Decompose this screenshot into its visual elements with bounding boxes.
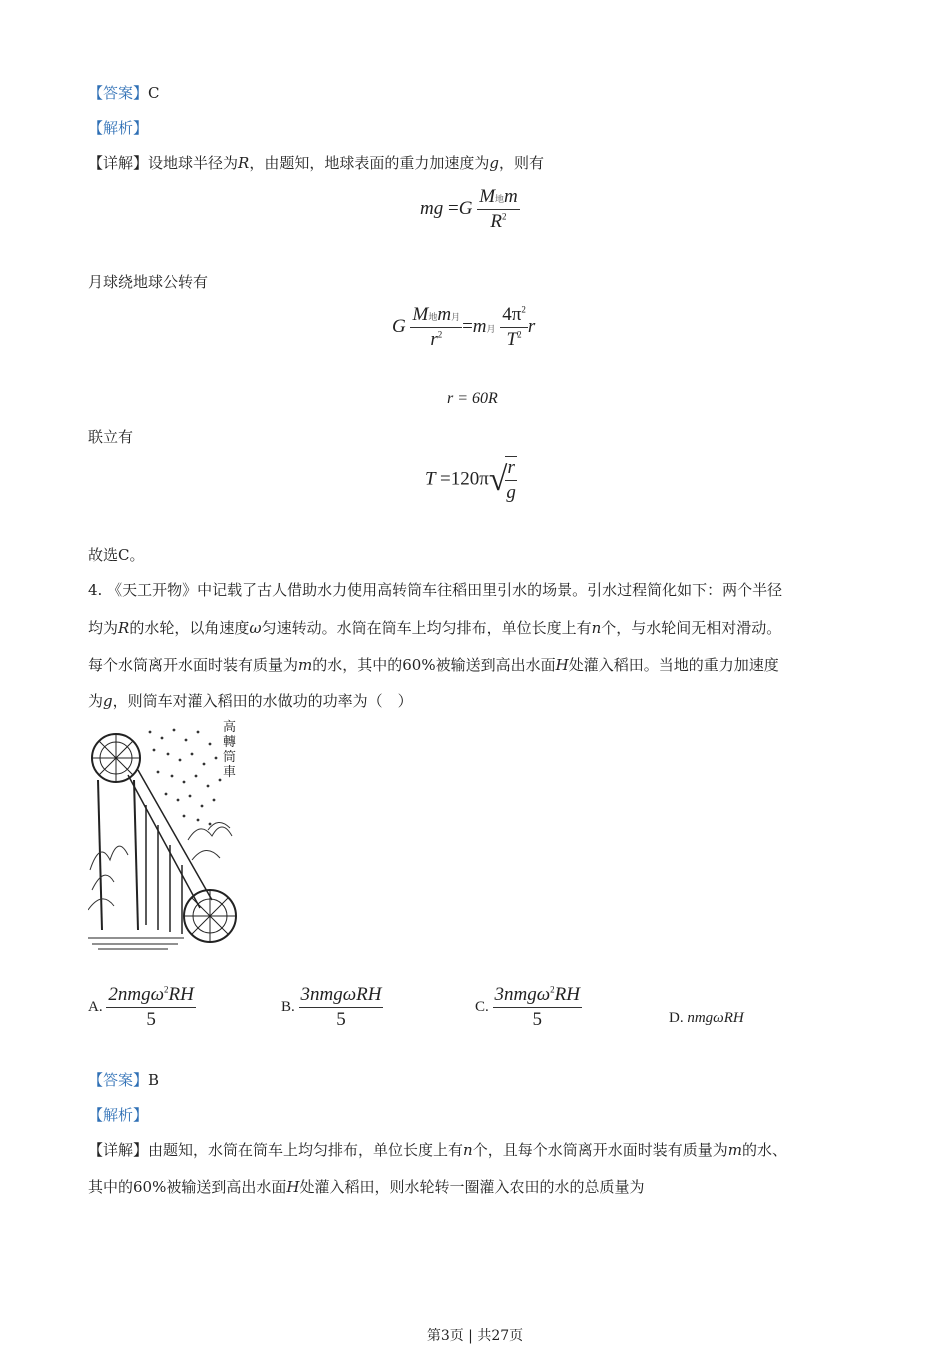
answer-line-1	[88, 82, 160, 103]
eq-sup: 2	[521, 304, 526, 315]
equation-period	[425, 456, 517, 504]
eq-sup: 2	[437, 329, 443, 340]
detail-text: 由题知，水筒在筒车上均匀排布，单位长度上有	[148, 1141, 464, 1159]
detail-text: 个，且每个水筒离开水面时装有质量为	[472, 1141, 728, 1159]
option-b-fraction	[299, 984, 384, 1031]
eq-sub: 月	[451, 312, 461, 322]
eq-sup: 2	[502, 211, 507, 222]
q-text: 处灌入稻田。当地的重力加速度	[568, 656, 779, 674]
question-line-2	[88, 617, 781, 638]
var-m: m	[298, 656, 313, 674]
analysis-tag-2: 【解析】	[88, 1106, 149, 1124]
eq-M: M	[479, 186, 496, 207]
analysis-tag-1: 【解析】	[88, 119, 149, 137]
conclusion-text: 故选C。	[88, 546, 145, 564]
eq-fraction-right	[500, 304, 528, 351]
question-line-3	[88, 654, 779, 675]
option-c[interactable]	[475, 984, 582, 1031]
eq-T: T	[506, 329, 518, 350]
eq-fraction	[477, 186, 520, 233]
eq-sub: 地	[495, 194, 505, 204]
option-c-fraction	[493, 984, 582, 1031]
eq-m: m	[437, 304, 452, 325]
eq-r: r	[430, 329, 438, 350]
eq-sign: =	[447, 197, 459, 219]
equation-r60R: r = 60R	[447, 390, 498, 407]
figure-caption: 高轉筒車	[223, 720, 237, 780]
eq-r: r	[527, 315, 536, 337]
eq-lhs: mg	[420, 197, 444, 219]
q-text: 的水轮，以角速度	[129, 619, 250, 637]
option-num: 2nmgω	[108, 984, 164, 1005]
detail-text: 处灌入稻田，则水轮转一圈灌入农田的水的总质量为	[299, 1178, 645, 1196]
option-b-label: B.	[281, 999, 295, 1015]
var-m: m	[727, 1141, 742, 1159]
var-H: H	[286, 1178, 300, 1196]
var-omega: ω	[249, 619, 262, 637]
eq-G: G	[458, 197, 473, 219]
eq-coef: 120π	[450, 468, 489, 490]
option-num: 3nmgω	[494, 984, 551, 1005]
eq-r: r	[507, 457, 515, 478]
combine-text: 联立有	[88, 428, 134, 446]
option-d[interactable]	[669, 1010, 744, 1027]
detail-tag: 【详解】	[88, 154, 149, 172]
q-text: 均为	[88, 619, 119, 637]
option-den: 5	[532, 1009, 542, 1030]
answer-tag: 【答案】	[88, 84, 149, 102]
detail-line-2a	[88, 1139, 787, 1160]
option-sup: 2	[550, 984, 555, 995]
q-text: 的水，其中的60%被输送到高出水面	[312, 656, 556, 674]
detail-line-2b	[88, 1176, 644, 1197]
sqrt-icon: √	[488, 461, 508, 498]
var-R: R	[238, 154, 250, 172]
option-d-value: nmgωRH	[687, 1010, 744, 1026]
detail-tag: 【详解】	[88, 1141, 149, 1159]
var-H: H	[555, 656, 569, 674]
option-a[interactable]	[88, 984, 196, 1031]
option-num-tail: RH	[554, 984, 580, 1005]
var-R: R	[118, 619, 130, 637]
answer-value: B	[148, 1071, 160, 1089]
waterwheel-illustration	[88, 720, 241, 952]
option-c-label: C.	[475, 999, 489, 1015]
eq-M: M	[412, 304, 429, 325]
option-num-tail: RH	[168, 984, 194, 1005]
eq-4pi: 4π	[502, 304, 522, 325]
question-line-1: 4. 《天工开物》中记载了古人借助水力使用高转筒车往稻田里引水的场景。引水过程简化如下：两个半径	[88, 581, 783, 599]
answer-tag: 【答案】	[88, 1071, 149, 1089]
detail-text: ，则有	[498, 154, 544, 172]
var-n: n	[463, 1141, 473, 1159]
eq-sub: 月	[486, 323, 496, 334]
detail-text: ，由题知，地球表面的重力加速度为	[249, 154, 490, 172]
detail-line-1	[88, 152, 544, 173]
var-n: n	[591, 619, 602, 637]
q-text: 为	[88, 692, 104, 710]
page-footer: 第3页 | 共27页	[426, 1328, 524, 1344]
option-sup: 2	[163, 984, 169, 995]
eq-sub: 地	[428, 312, 438, 322]
answer-line-2	[88, 1069, 159, 1090]
question-line-4	[88, 690, 413, 711]
option-b[interactable]	[281, 984, 383, 1031]
q-text: 个，与水轮间无相对滑动。	[601, 619, 782, 637]
q-text: 每个水筒离开水面时装有质量为	[88, 656, 299, 674]
eq-g: g	[506, 482, 516, 503]
answer-value: C	[148, 84, 160, 102]
eq-fraction-left	[410, 304, 462, 351]
detail-text: 设地球半径为	[148, 154, 239, 172]
var-g: g	[489, 154, 499, 172]
eq-sign: =	[439, 468, 451, 490]
eq-fraction	[505, 456, 516, 504]
option-a-label: A.	[88, 999, 103, 1015]
option-den: 5	[336, 1009, 346, 1030]
eq-G: G	[392, 315, 406, 337]
eq-T: T	[425, 468, 436, 490]
option-d-label: D.	[669, 1010, 684, 1026]
eq-m: m	[504, 186, 518, 207]
eq-R: R	[490, 211, 503, 232]
eq-sup: 2	[517, 329, 522, 340]
detail-text: 的水、	[741, 1141, 787, 1159]
waterwheel-figure	[88, 720, 241, 952]
option-a-fraction	[106, 984, 195, 1031]
equation-gravity	[420, 186, 520, 233]
var-g: g	[103, 692, 113, 710]
q-text: ，则筒车对灌入稻田的水做功的功率为（ ）	[112, 692, 413, 710]
q-text: 匀速转动。水筒在筒车上均匀排布，单位长度上有	[261, 619, 592, 637]
eq-sign: =	[462, 315, 473, 337]
option-num: 3nmgωRH	[300, 984, 382, 1005]
equation-orbit	[392, 304, 535, 351]
orbit-text: 月球绕地球公转有	[88, 273, 209, 291]
eq-m: m	[472, 315, 487, 337]
detail-text: 其中的60%被输送到高出水面	[88, 1178, 287, 1196]
option-den: 5	[146, 1009, 156, 1030]
